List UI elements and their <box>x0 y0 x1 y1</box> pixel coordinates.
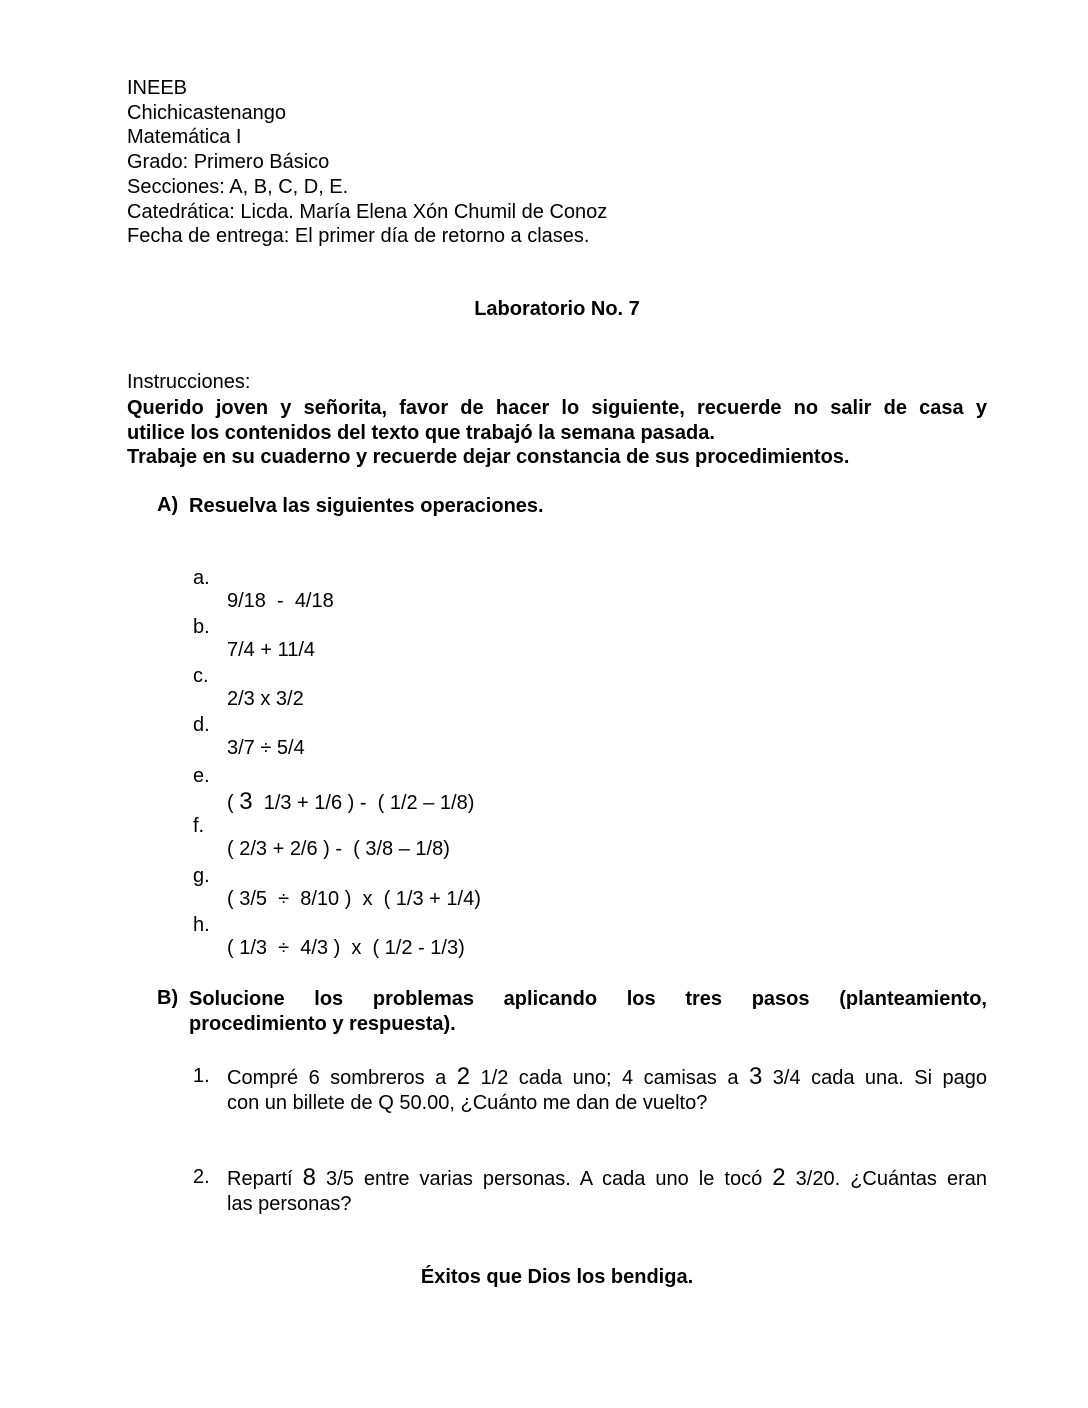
section-letter: A) <box>157 494 179 516</box>
problem-number: 1. <box>193 1065 210 1087</box>
school-name: INEEB <box>127 77 188 99</box>
due-date: Fecha de entrega: El primer día de retorno a clases. <box>127 225 590 248</box>
document-title: Laboratorio No. 7 <box>474 298 640 320</box>
closing-message: Éxitos que Dios los bendiga. <box>420 1266 694 1288</box>
instructions-line: Querido joven y señorita, favor de hacer lo siguiente, recuerde no salir de casa y <box>127 397 987 419</box>
item-expression: 7/4 + 11/4 <box>227 639 316 661</box>
item-expression <box>227 788 474 816</box>
problem-text <box>227 1064 987 1116</box>
problem-line: las personas? <box>227 1193 352 1215</box>
heading-line: procedimiento y respuesta). <box>189 1013 456 1035</box>
instructions-label: Instrucciones: <box>127 371 251 393</box>
problem-text <box>227 1165 987 1217</box>
problem-number: 2. <box>193 1166 210 1188</box>
text-part: 3/20. ¿Cuántas eran <box>785 1168 987 1190</box>
whole-number: 3 <box>239 788 253 815</box>
problem-line: con un billete de Q 50.00, ¿Cuánto me dan de vuelto? <box>227 1092 708 1114</box>
item-label: h. <box>193 914 210 936</box>
section-heading-text: Resuelva las siguientes operaciones. <box>189 495 544 517</box>
instructions-line: utilice los contenidos del texto que trabajó la semana pasada. <box>127 421 715 444</box>
text-part: Repartí <box>227 1168 303 1190</box>
expression-part: 1/3 + 1/6 ) - ( 1/2 – 1/8) <box>252 792 475 814</box>
item-label: g. <box>193 865 210 887</box>
item-label: c. <box>193 665 209 687</box>
section-heading-text <box>189 987 987 1037</box>
item-label: d. <box>193 714 210 736</box>
item-expression: ( 3/5 ÷ 8/10 ) x ( 1/3 + 1/4) <box>227 888 481 910</box>
problem-line <box>227 1064 987 1091</box>
expression-part: ( <box>227 792 240 814</box>
problem-item <box>193 1064 987 1116</box>
section-letter: B) <box>157 987 179 1009</box>
item-expression: ( 2/3 + 2/6 ) - ( 3/8 – 1/8) <box>227 838 450 860</box>
subject: Matemática I <box>127 126 242 149</box>
item-label: a. <box>193 567 210 589</box>
teacher: Catedrática: Licda. María Elena Xón Chumil de Conoz <box>127 200 608 223</box>
section-b-heading <box>0 987 1088 1039</box>
item-expression: ( 1/3 ÷ 4/3 ) x ( 1/2 - 1/3) <box>227 937 465 959</box>
whole-number: 8 <box>302 1164 316 1191</box>
text-part: 1/2 cada uno; 4 camisas a <box>470 1067 749 1089</box>
whole-number: 2 <box>772 1164 786 1191</box>
text-part: Compré 6 sombreros a <box>227 1067 457 1089</box>
text-part: 3/5 entre varias personas. A cada uno le tocó <box>316 1168 773 1190</box>
item-expression: 2/3 x 3/2 <box>227 688 304 710</box>
item-expression: 3/7 ÷ 5/4 <box>227 737 305 759</box>
text-part: 3/4 cada una. Si pago <box>762 1067 988 1089</box>
sections: Secciones: A, B, C, D, E. <box>127 175 349 198</box>
document-header <box>127 76 607 249</box>
item-label: f. <box>193 815 205 837</box>
town-name: Chichicastenango <box>127 101 286 124</box>
whole-number: 2 <box>456 1063 471 1090</box>
grade: Grado: Primero Básico <box>127 151 330 174</box>
item-expression: 9/18 - 4/18 <box>227 590 334 612</box>
instructions-line: Trabaje en su cuaderno y recuerde dejar constancia de sus procedimientos. <box>127 446 850 469</box>
section-a-heading <box>0 494 1088 520</box>
instructions-body <box>127 396 987 470</box>
item-label: b. <box>193 616 210 638</box>
problem-item <box>193 1165 987 1217</box>
item-label: e. <box>193 765 210 787</box>
heading-line: Solucione los problemas aplicando los tres pasos (planteamiento, <box>189 988 987 1010</box>
whole-number: 3 <box>748 1063 763 1090</box>
operation-item <box>0 544 334 612</box>
problem-line <box>227 1165 987 1192</box>
